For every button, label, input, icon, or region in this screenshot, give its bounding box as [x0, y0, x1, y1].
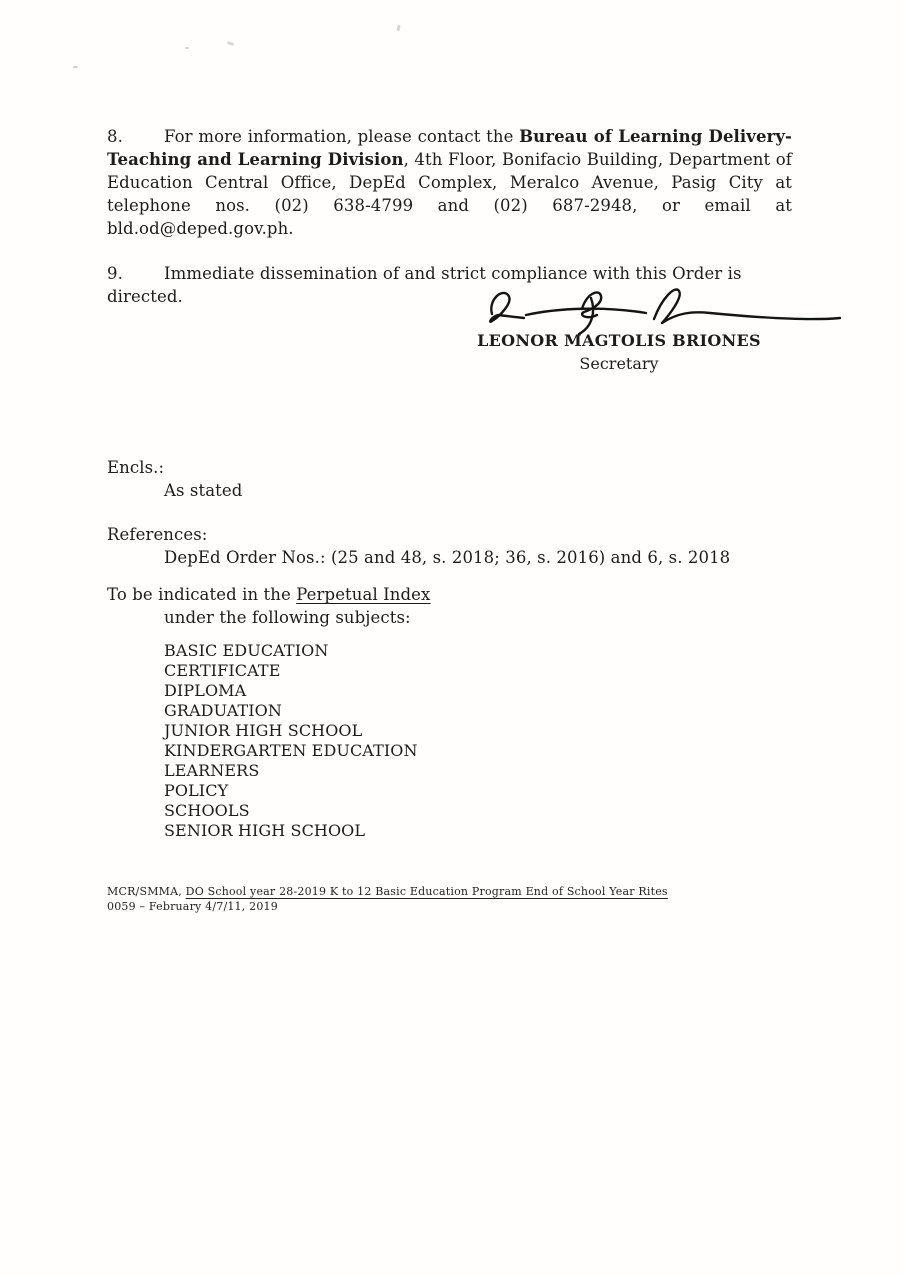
enclosures-section [107, 456, 792, 502]
subject-item: BASIC EDUCATION [164, 641, 329, 660]
scan-artifact [396, 25, 400, 31]
subjects-list [164, 641, 792, 841]
subject-item: SENIOR HIGH SCHOOL [164, 821, 366, 840]
paragraph-number: 9. [107, 264, 123, 283]
paragraph-number: 8. [107, 127, 123, 146]
scan-artifact [73, 66, 78, 68]
perpetual-index-prefix: To be indicated in the [107, 585, 297, 604]
enclosures-label: Encls.: [107, 458, 165, 477]
paragraph-text: , 4th Floor, Bonifacio Building, Department of Education Central Office, DepEd Complex, Meralco Avenue, Pasig City at telephone nos. (02) 638-4799 and (02) 687-2948, or email at bld.od@deped.gov.ph. [107, 150, 792, 238]
references-value: DepEd Order Nos.: (25 and 48, s. 2018; 36, s. 2016) and 6, s. 2018 [164, 548, 731, 567]
footer-reference-line [107, 884, 792, 899]
references-label: References: [107, 525, 208, 544]
footer-code-line: 0059 – February 4/7/11, 2019 [107, 900, 278, 913]
perpetual-index-term: Perpetual Index [296, 585, 431, 604]
perpetual-index-section [107, 583, 792, 629]
paragraph-text: Immediate dissemination of and strict compliance with this Order is directed. [107, 264, 742, 306]
document-content [107, 125, 792, 914]
footer-initials: MCR/SMMA, [107, 885, 186, 898]
paragraph-text: For more information, please contact the [164, 127, 520, 146]
subject-item: JUNIOR HIGH SCHOOL [164, 721, 363, 740]
perpetual-index-subline: under the following subjects: [164, 608, 411, 627]
subject-item: POLICY [164, 781, 229, 800]
subject-item: LEARNERS [164, 761, 260, 780]
subject-item: CERTIFICATE [164, 661, 281, 680]
subject-item: DIPLOMA [164, 681, 247, 700]
subject-item: GRADUATION [164, 701, 282, 720]
paragraph-9 [107, 262, 792, 308]
references-section [107, 523, 792, 569]
bold-contact-office: Bureau of Learning Delivery-Teaching and Learning Division [107, 127, 792, 169]
scan-artifact [227, 41, 235, 46]
document-footer [107, 884, 792, 914]
signatory-title: Secretary [579, 354, 659, 373]
enclosures-value: As stated [164, 481, 243, 500]
paragraph-8 [107, 125, 792, 240]
footer-order-title: DO School year 28-2019 K to 12 Basic Education Program End of School Year Rites [185, 885, 668, 898]
signatory-name: LEONOR MAGTOLIS BRIONES [477, 331, 761, 350]
scan-artifact [185, 47, 189, 49]
subject-item: KINDERGARTEN EDUCATION [164, 741, 418, 760]
perpetual-index-line [107, 583, 792, 606]
subject-item: SCHOOLS [164, 801, 250, 820]
